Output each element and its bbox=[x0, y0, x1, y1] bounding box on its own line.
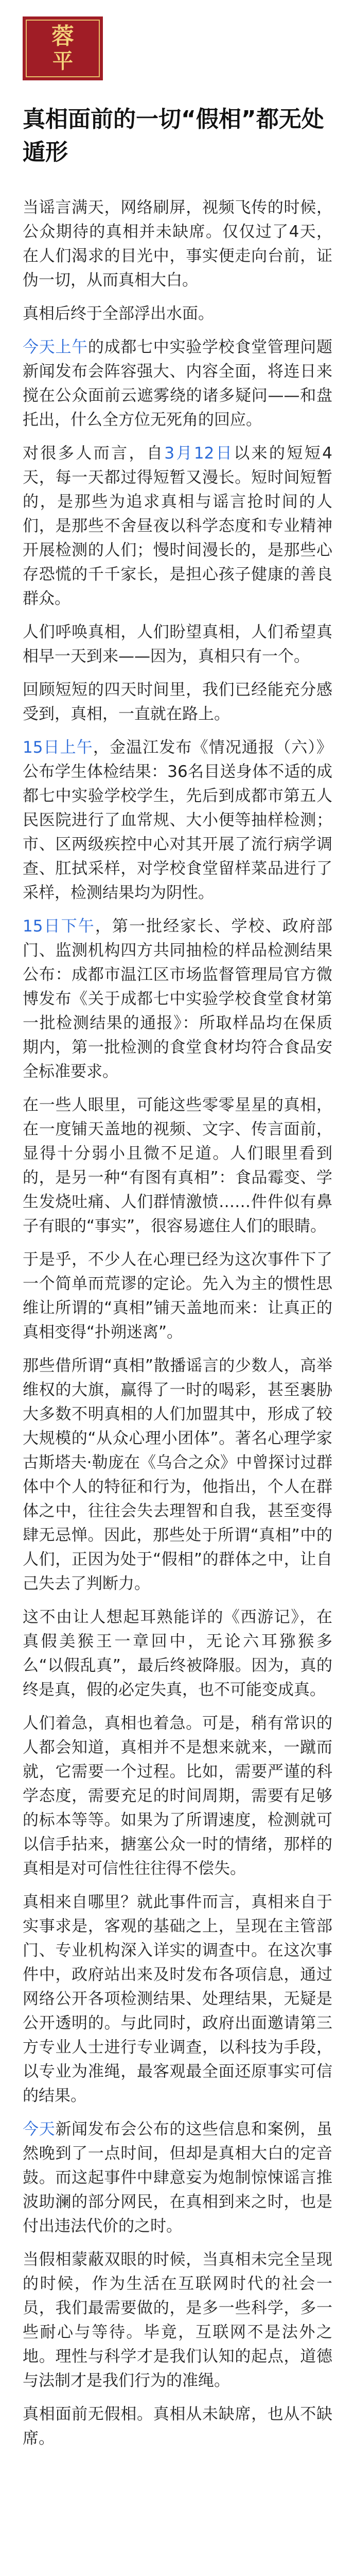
paragraph-text: 真相后终于全部浮出水面。 bbox=[23, 304, 214, 323]
paragraph-text: 人们着急，真相也着急。可是，稍有常识的人都会知道，真相并不是想来就来，一蹴而就，它需要一个过程。比如，需要严谨的科学态度，需要充足的时间周期，需要有足够的标本等等。如果为了所谓速度，检测就可以信手拈来，搪塞公众一时的情绪，那样的真相是对可信性往往得不偿失。 bbox=[23, 1714, 332, 1878]
article-paragraph bbox=[23, 2248, 332, 2393]
logo-char-top: 蓉 bbox=[51, 23, 74, 49]
paragraph-text: 新闻发布会公布的这些信息和案例，虽然晚到了一点时间，但却是真相大白的定音鼓。而这起事件中肆意妄为炮制惊悚谣言推波助澜的部分网民，在真相到来之时，也是付出违法代价的之时。 bbox=[23, 2120, 333, 2235]
paragraph-text: 人们呼唤真相，人们盼望真相，人们希望真相早一天到来——因为，真相只有一个。 bbox=[23, 623, 332, 666]
paragraph-text: 那些借所谓“真相”散播谣言的少数人，高举维权的大旗，赢得了一时的喝彩，甚至裹胁大多数不明真相的人们加盟其中，形成了较大规模的“从众心理小团体”。著名心理学家古斯塔夫·勒庞在《乌合之众》中曾探讨过群体中个人的特征和行为，他指出，个人在群体之中，往往会失去理智和自我，甚至变得肆无忌惮。因此，那些处于所谓“真相”中的人们，正因为处于“假相”的群体之中，让自己失去了判断力。 bbox=[23, 1357, 332, 1593]
article-paragraph bbox=[23, 620, 332, 669]
paragraph-text: 对很多人而言，自 bbox=[23, 444, 165, 463]
paragraph-text: 以来的短短4天，每一天都过得短暂又漫长。短时间短暂的，是那些为追求真相与谣言抢时间的人们，是那些不舍昼夜以科学态度和专业精神开展检测的人们；慢时间漫长的，是那些心存恐慌的千千家长，是担心孩子健康的善良群众。 bbox=[23, 444, 332, 608]
article-paragraph bbox=[23, 196, 332, 293]
article-paragraph bbox=[23, 1605, 332, 1702]
article-paragraph bbox=[23, 1354, 332, 1596]
logo-frame bbox=[26, 20, 100, 77]
paragraph-text: 在一些人眼里，可能这些零零星星的真相，在一度铺天盖地的视频、文字、传言面前，显得十分弱小且微不足道。人们眼里看到的，是另一种“有图有真相”：食品霉变、学生发烧吐痛、人们群情激愤……件件似有鼻子有眼的“事实”，很容易遮住人们的眼睛。 bbox=[23, 1096, 332, 1235]
article-paragraph bbox=[23, 914, 332, 1084]
article-paragraph bbox=[23, 1711, 332, 1881]
date-highlight: 15日上午 bbox=[23, 738, 93, 757]
paragraph-text: 回顾短短的四天时间里，我们已经能充分感受到，真相，一直就在路上。 bbox=[23, 681, 332, 723]
logo-char-bottom: 平 bbox=[52, 49, 73, 73]
paragraph-text: ，金温江发布《情况通报（六）》公布学生体检结果：36名目送身体不适的成都七中实验学校学生，先后到成都市第五人民医院进行了血常规、大小便等抽样检测；市、区两级疾控中心对其开展了流行病学调查、肛拭采样，对学校食堂留样菜品进行了采样，检测结果均为阴性。 bbox=[23, 738, 332, 902]
article-paragraph bbox=[23, 442, 332, 611]
date-highlight: 15日下午 bbox=[23, 917, 95, 936]
paragraph-text: 真相面前无假相。真相从未缺席，也从不缺席。 bbox=[23, 2405, 332, 2448]
article-paragraph bbox=[23, 2402, 332, 2451]
date-highlight: 3月12日 bbox=[164, 444, 234, 463]
brand-logo bbox=[23, 16, 103, 80]
article-title: 真相面前的一切“假相”都无处遁形 bbox=[23, 106, 324, 165]
article-paragraph bbox=[23, 1248, 332, 1345]
paragraph-text: 当假相蒙蔽双眼的时候，当真相未完全呈现的时候，作为生活在互联网时代的社会一员，我们最需要做的，是多一些科学，多一些耐心与等待。毕竟，互联网不是法外之地。理性与科学才是我们认知的起点，道德与法制才是我们行为的准绳。 bbox=[23, 2250, 332, 2390]
paragraph-text: ，第一批经家长、学校、政府部门、监测机构四方共同抽检的样品检测结果公布：成都市温江区市场监督管理局官方微博发布《关于成都七中实验学校食堂食材第一批检测结果的通报》：所取样品均在保质期内，第一批检测的食堂食材均符合食品安全标准要求。 bbox=[23, 917, 332, 1081]
article-paragraph bbox=[23, 335, 332, 432]
article-paragraph bbox=[23, 1093, 332, 1239]
paragraph-text: 于是乎，不少人在心理已经为这次事件下了一个简单而荒谬的定论。先入为主的惯性思维让所谓的“真相”铺天盖地而来：让真正的真相变得“扑朔迷离”。 bbox=[23, 1250, 332, 1342]
article-paragraph bbox=[23, 736, 332, 905]
paragraph-text: 当谣言满天，网络刷屏，视频飞传的时候，公众期待的真相并未缺席。仅仅过了4天，在人们渴求的目光中，事实便走向台前，证伪一切，从而真相大白。 bbox=[23, 198, 332, 290]
article-body bbox=[23, 196, 332, 2460]
date-highlight: 今天 bbox=[23, 2120, 56, 2139]
paragraph-text: 这不由让人想起耳熟能详的《西游记》，在真假美猴王一章回中，无论六耳猕猴多么“以假乱真”，最后终被降服。因为，真的终是真，假的必定失真，也不可能变成真。 bbox=[23, 1608, 332, 1699]
article-paragraph bbox=[23, 2117, 332, 2239]
article-paragraph bbox=[23, 302, 332, 326]
paragraph-text: 真相来自哪里？就此事件而言，真相来自于实事求是，客观的基础之上，呈现在主管部门、专业机构深入详实的调查中。在这次事件中，政府站出来及时发布各项信息，通过网络公开各项检测结果、处理结果，无疑是公开透明的。与此同时，政府出面邀请第三方专业人士进行专业调查，以科技为手段，以专业为准绳，最客观最全面还原事实可信的结果。 bbox=[23, 1893, 332, 2105]
article-paragraph bbox=[23, 1890, 332, 2108]
date-highlight: 今天上午 bbox=[23, 338, 88, 357]
article-paragraph bbox=[23, 678, 332, 726]
paragraph-text: 的成都七中实验学校食堂管理问题新闻发布会阵容强大、内容全面，将连日来搅在公众面前云遮雾绕的诸多疑问——和盘托出，什么全方位无死角的回应。 bbox=[23, 338, 333, 429]
